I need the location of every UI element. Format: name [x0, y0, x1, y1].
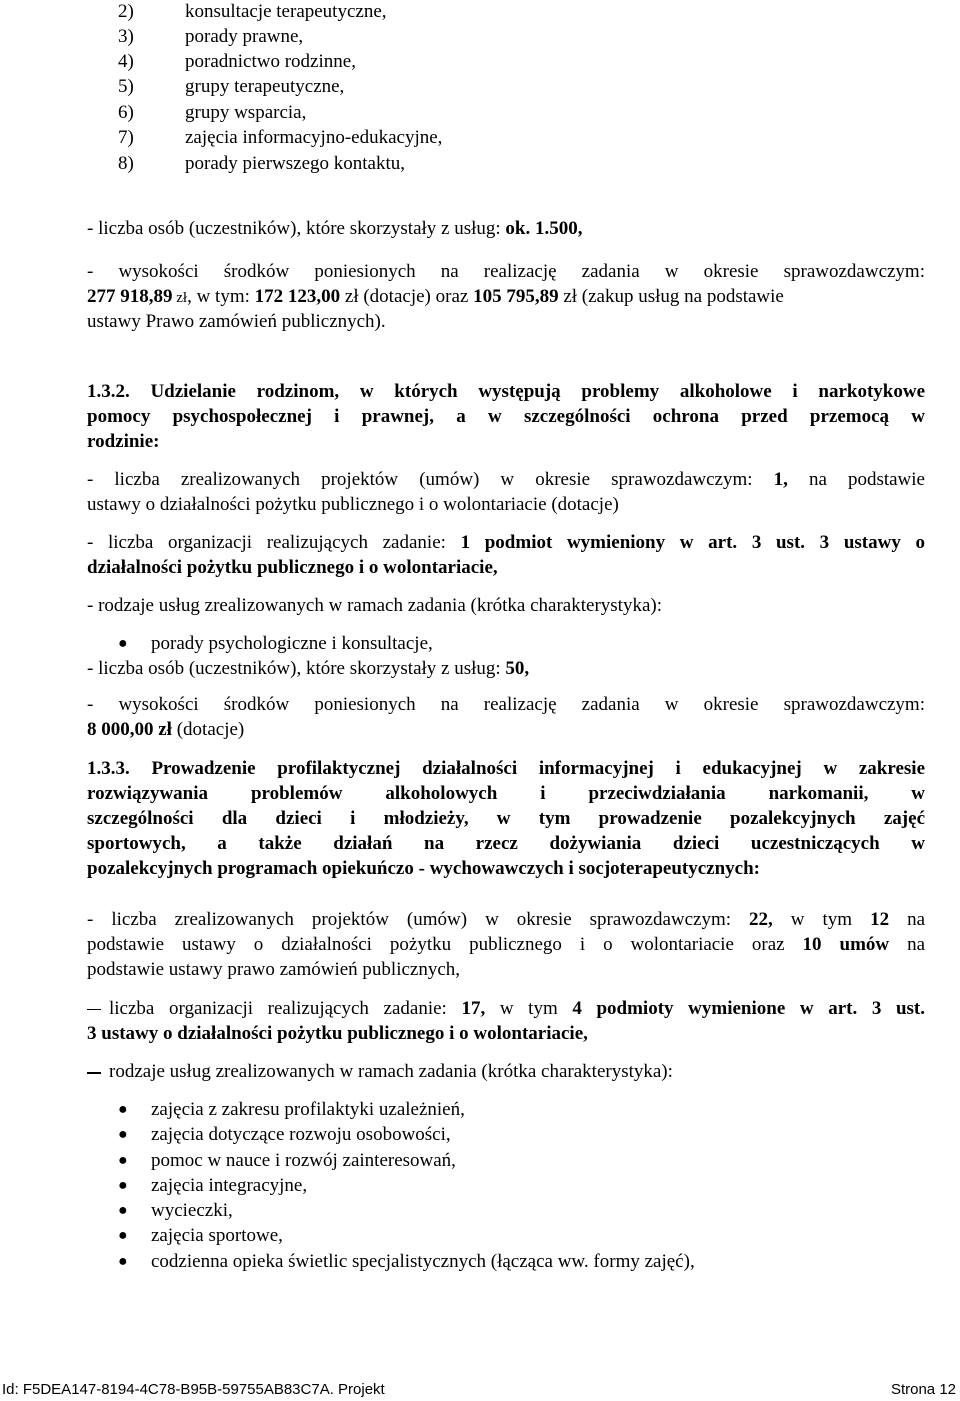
s3-orgs-line2: 3 ustawy o działalności pożytku publicznego i o wolontariacie,: [87, 1023, 588, 1044]
list-number: 6): [118, 102, 134, 123]
s1-cost-line3: ustawy Prawo zamówień publicznych).: [87, 311, 386, 332]
s1-participants: - liczba osób (uczestników), które skorzystały z usług: ok. 1.500,: [87, 218, 583, 239]
list-item: konsultacje terapeutyczne,: [185, 1, 387, 22]
s3-heading-line3: szczególności dla dzieci i młodzieży, w tym prowadzenie pozalekcyjnych zajęć: [87, 808, 925, 829]
s2-participants: - liczba osób (uczestników), które skorzystały z usług: 50,: [87, 658, 530, 679]
dash-marker: [87, 1009, 101, 1010]
s2-heading-line3: rodzinie:: [87, 431, 160, 452]
list-number: 7): [118, 127, 134, 148]
footer-id: Id: F5DEA147-8194-4C78-B95B-59755AB83C7A. Projekt: [2, 1381, 385, 1398]
bullet-icon: ●: [118, 1152, 128, 1169]
s2-services-label: - rodzaje usług zrealizowanych w ramach zadania (krótka charakterystyka):: [87, 595, 662, 616]
s1-cost-line1: - wysokości środków poniesionych na realizację zadania w okresie sprawozdawczym:: [87, 261, 925, 282]
s2-cost-line2: 8 000,00 zł (dotacje): [87, 719, 245, 740]
bullet-icon: ●: [118, 1253, 128, 1270]
s3-heading-line4: sportowych, a także działań na rzecz dożywiania dzieci uczestniczących w: [87, 833, 925, 854]
s3-services-label: rodzaje usług zrealizowanych w ramach zadania (krótka charakterystyka):: [109, 1061, 673, 1082]
s3-service-item: zajęcia z zakresu profilaktyki uzależnień,: [151, 1099, 465, 1120]
s3-service-item: zajęcia dotyczące rozwoju osobowości,: [151, 1124, 451, 1145]
list-item: grupy wsparcia,: [185, 102, 307, 123]
list-number: 8): [118, 153, 134, 174]
list-number: 3): [118, 26, 134, 47]
s3-heading-line5: pozalekcyjnych programach opiekuńczo - wychowawczych i socjoterapeutycznych:: [87, 858, 761, 879]
s2-service-item: porady psychologiczne i konsultacje,: [151, 633, 433, 654]
s1-cost-line2: 277 918,89 zł, w tym: 172 123,00 zł (dotacje) oraz 105 795,89 zł (zakup usług na podstawie: [87, 286, 784, 307]
s3-heading-line2: rozwiązywania problemów alkoholowych i przeciwdziałania narkomanii, w: [87, 783, 925, 804]
s3-service-item: pomoc w nauce i rozwój zainteresowań,: [151, 1150, 456, 1171]
s2-orgs-line1: - liczba organizacji realizujących zadanie: 1 podmiot wymieniony w art. 3 ust. 3 ustawy o: [87, 532, 925, 553]
s3-service-item: zajęcia sportowe,: [151, 1225, 283, 1246]
s2-projects-line1: - liczba zrealizowanych projektów (umów) w okresie sprawozdawczym: 1, na podstawie: [87, 469, 925, 490]
footer-page-number: Strona 12: [890, 1381, 956, 1398]
s3-heading-line1: 1.3.3. Prowadzenie profilaktycznej działalności informacyjnej i edukacyjnej w zakresie: [87, 758, 925, 779]
bullet-icon: ●: [118, 1101, 128, 1118]
s3-projects-line2: podstawie ustawy o działalności pożytku publicznego i o wolontariacie oraz 10 umów na: [87, 934, 926, 955]
bullet-icon: ●: [118, 1126, 128, 1143]
list-number: 2): [118, 1, 134, 22]
s3-orgs-line1: liczba organizacji realizujących zadanie: 17, w tym 4 podmioty wymienione w art. 3 ust.: [109, 998, 926, 1019]
s2-cost-line1: - wysokości środków poniesionych na realizację zadania w okresie sprawozdawczym:: [87, 694, 925, 715]
s3-projects-line3: podstawie ustawy prawo zamówień publicznych,: [87, 959, 461, 980]
bullet-icon: ●: [118, 635, 128, 652]
bullet-icon: ●: [118, 1177, 128, 1194]
list-item: porady pierwszego kontaktu,: [185, 153, 406, 174]
list-item: zajęcia informacyjno-edukacyjne,: [185, 127, 443, 148]
s2-projects-line2: ustawy o działalności pożytku publicznego i o wolontariacie (dotacje): [87, 494, 619, 515]
bullet-icon: ●: [118, 1202, 128, 1219]
list-item: porady prawne,: [185, 26, 304, 47]
list-item: poradnictwo rodzinne,: [185, 51, 356, 72]
s3-service-item: codzienna opieka świetlic specjalistycznych (łącząca ww. formy zajęć),: [151, 1251, 695, 1272]
s2-orgs-line2: działalności pożytku publicznego i o wolontariacie,: [87, 557, 498, 578]
s3-projects-line1: - liczba zrealizowanych projektów (umów) w okresie sprawozdawczym: 22, w tym 12 na: [87, 909, 926, 930]
s2-heading-line2: pomocy psychospołecznej i prawnej, a w szczególności ochrona przed przemocą w: [87, 406, 925, 427]
s2-heading-line1: 1.3.2. Udzielanie rodzinom, w których występują problemy alkoholowe i narkotykowe: [87, 381, 925, 402]
list-item: grupy terapeutyczne,: [185, 76, 345, 97]
bullet-icon: ●: [118, 1227, 128, 1244]
list-number: 5): [118, 76, 134, 97]
dash-marker: [87, 1072, 101, 1074]
s3-service-item: zajęcia integracyjne,: [151, 1175, 308, 1196]
list-number: 4): [118, 51, 134, 72]
s3-service-item: wycieczki,: [151, 1200, 233, 1221]
